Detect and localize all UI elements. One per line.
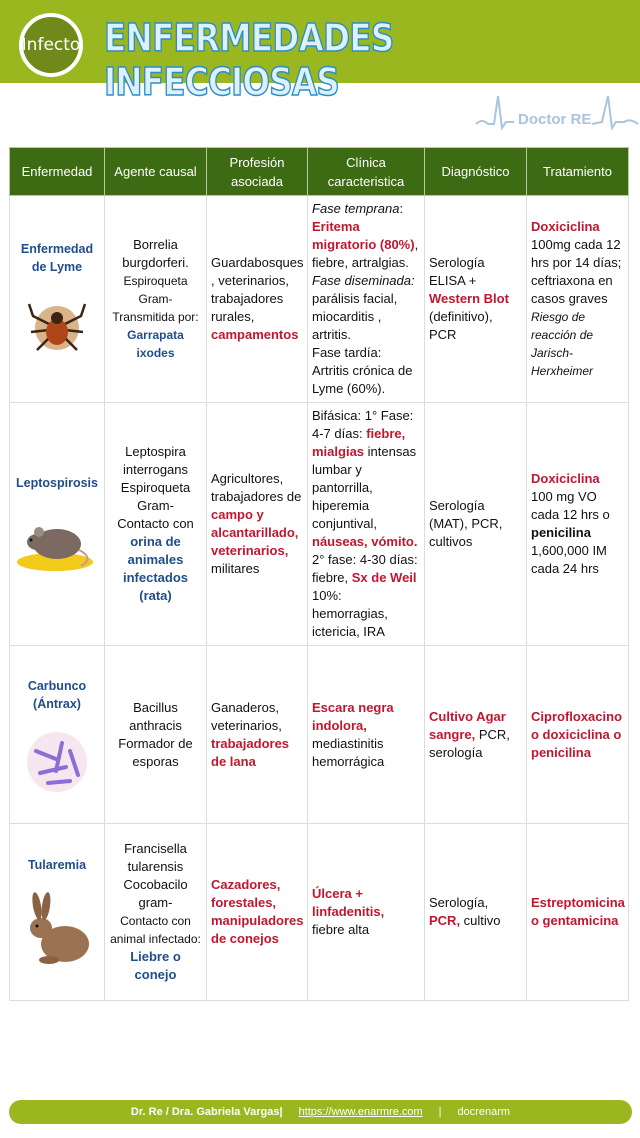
disease-name: Enfermedad de Lyme: [20, 242, 94, 274]
profession-text: militares: [211, 561, 260, 576]
clinical-text: intensas lumbar y pantorrilla, hiperemia conjuntival,: [312, 444, 417, 531]
agent-text: Leptospira interrogans Espiroqueta Gram-: [120, 444, 191, 513]
diagnosis-text: PCR,: [429, 913, 461, 928]
treatment-cell: [527, 824, 629, 1001]
diagnosis-text: PCR, serología: [429, 726, 510, 760]
clinical-text: mediastinitis hemorrágica: [312, 735, 385, 769]
agent-text: Contacto con animal infectado:: [110, 914, 201, 946]
agent-text: Borrelia burgdorferi.: [122, 237, 189, 270]
clinical-cell: [308, 646, 425, 824]
disease-name: Leptospirosis: [16, 476, 98, 490]
clinical-text: Fase diseminada:: [312, 273, 415, 288]
footer-handle: docrenarm: [457, 1106, 511, 1118]
agent-cell: [105, 646, 207, 824]
clinical-text: parálisis facial, miocarditis , artritis.: [312, 291, 398, 342]
agent-text: Contacto con: [117, 516, 194, 531]
clinical-text: Sx de Weil: [351, 570, 417, 585]
disease-name: Carbunco (Ántrax): [27, 678, 87, 711]
diagnosis-text: cultivo: [460, 913, 501, 928]
diagnosis-text: Serología,: [429, 895, 489, 910]
column-header: Agente causal: [105, 148, 207, 196]
profession-cell: [207, 824, 308, 1001]
disease-cell: [10, 196, 105, 403]
diagnosis-text: Cultivo Agar sangre,: [429, 708, 506, 742]
column-header: Tratamiento: [527, 148, 629, 196]
disease-cell: [10, 646, 105, 824]
footer-authors: Dr. Re / Dra. Gabriela Vargas|: [130, 1106, 283, 1118]
table-row: [10, 646, 629, 824]
clinical-text: Fase temprana: [312, 201, 400, 216]
agent-text: Liebre o conejo: [130, 949, 181, 982]
agent-text: Transmitida por:: [112, 310, 199, 324]
clinical-text: 2° fase: 4-30 días: fiebre,: [312, 552, 418, 585]
column-header: Profesión asociada: [207, 148, 308, 196]
clinical-text: 10%: hemorragias, ictericia, IRA: [312, 588, 388, 639]
rat-icon: [15, 510, 99, 574]
diagnosis-text: Serología ELISA +: [429, 255, 485, 288]
profession-cell: [207, 403, 308, 646]
clinical-text: fiebre, mialgias: [312, 426, 406, 459]
profession-text: Agricultores, trabajadores de: [211, 471, 302, 504]
doctor-re-logo: [474, 92, 640, 134]
profession-cell: [207, 646, 308, 824]
footer-url-link[interactable]: https://www.enarmre.com: [298, 1106, 423, 1118]
clinical-cell: [308, 403, 425, 646]
page-title: ENFERMEDADES INFECCIOSAS: [104, 16, 394, 104]
profession-text: Cazadores, forestales, manipuladores de conejos: [211, 877, 304, 946]
diagnosis-text: Serología (MAT), PCR, cultivos: [429, 498, 503, 549]
diagnosis-text: (definitivo), PCR: [429, 309, 493, 342]
disease-cell: [10, 824, 105, 1001]
column-header: Diagnóstico: [425, 148, 527, 196]
agent-text: Francisella tularensis Cocobacilo gram-: [123, 841, 188, 910]
treatment-text: Ciprofloxacino o doxiciclina o penicilina: [531, 708, 623, 760]
diagnosis-cell: [425, 646, 527, 824]
table-row: [10, 403, 629, 646]
agent-cell: [105, 196, 207, 403]
table-row: [10, 824, 629, 1001]
treatment-text: 100 mg VO cada 12 hrs o: [531, 489, 610, 522]
agent-text: Bacillus anthracis Formador de esporas: [118, 699, 193, 769]
footer-separator: |: [438, 1106, 442, 1118]
bacteria-icon: [26, 731, 88, 793]
agent-text: orina de animales infectados (rata): [122, 534, 188, 603]
brand-text: Doctor RE: [518, 111, 592, 128]
treatment-text: Doxiciclina: [531, 219, 600, 234]
clinical-text: :: [399, 201, 404, 216]
agent-cell: [105, 824, 207, 1001]
title-banner: [0, 0, 640, 104]
clinical-cell: [308, 824, 425, 1001]
agent-cell: [105, 403, 207, 646]
clinical-text: fiebre alta: [312, 922, 370, 937]
clinical-text: náuseas, vómito.: [312, 534, 418, 549]
diagnosis-text: Western Blot: [429, 291, 509, 306]
diagnosis-cell: [425, 403, 527, 646]
column-header: Clínica caracteristica: [308, 148, 425, 196]
clinical-text: Eritema migratorio (80%): [312, 219, 415, 252]
profession-text: campamentos: [211, 327, 299, 342]
profession-text: Ganaderos, veterinarios,: [211, 699, 282, 733]
profession-text: campo y alcantarillado, veterinarios,: [211, 507, 299, 558]
treatment-text: Doxiciclina: [531, 471, 600, 486]
clinical-cell: [308, 196, 425, 403]
disease-cell: [10, 403, 105, 646]
tick-icon: [25, 294, 89, 358]
treatment-cell: [527, 196, 629, 403]
treatment-text: penicilina: [531, 525, 591, 540]
agent-text: Espiroqueta Gram-: [123, 274, 188, 306]
column-header: Enfermedad: [10, 148, 105, 196]
disease-name: Tularemia: [27, 858, 87, 872]
profession-text: trabajadores de lana: [211, 735, 290, 769]
clinical-text: Bifásica: 1° Fase: 4-7 días:: [312, 408, 414, 441]
agent-text: Garrapata ixodes: [127, 328, 184, 360]
treatment-text: 100mg cada 12 hrs por 14 días; ceftriaxona en casos graves: [531, 237, 622, 306]
treatment-cell: [527, 403, 629, 646]
clinical-text: Fase tardía: Artritis crónica de Lyme (60%).: [312, 345, 413, 396]
treatment-text: Estreptomicina o gentamicina: [531, 895, 625, 928]
profession-cell: [207, 196, 308, 403]
diagnosis-cell: [425, 824, 527, 1001]
treatment-cell: [527, 646, 629, 824]
infecto-logo: Infecto: [19, 13, 83, 77]
clinical-text: , fiebre, artralgias.: [312, 237, 419, 270]
treatment-text: Riesgo de reacción de Jarisch-Herxheimer: [531, 310, 594, 378]
table-row: [10, 196, 629, 403]
treatment-text: 1,600,000 IM cada 24 hrs: [531, 543, 607, 576]
footer-bar: [9, 1100, 632, 1124]
rabbit-icon: [19, 892, 95, 968]
diagnosis-cell: [425, 196, 527, 403]
profession-text: Guardabosques , veterinarios, trabajadores rurales,: [211, 255, 304, 324]
diseases-table: [9, 147, 629, 1001]
clinical-text: Úlcera + linfadenitis,: [312, 886, 385, 919]
clinical-text: Escara negra indolora,: [312, 699, 394, 733]
